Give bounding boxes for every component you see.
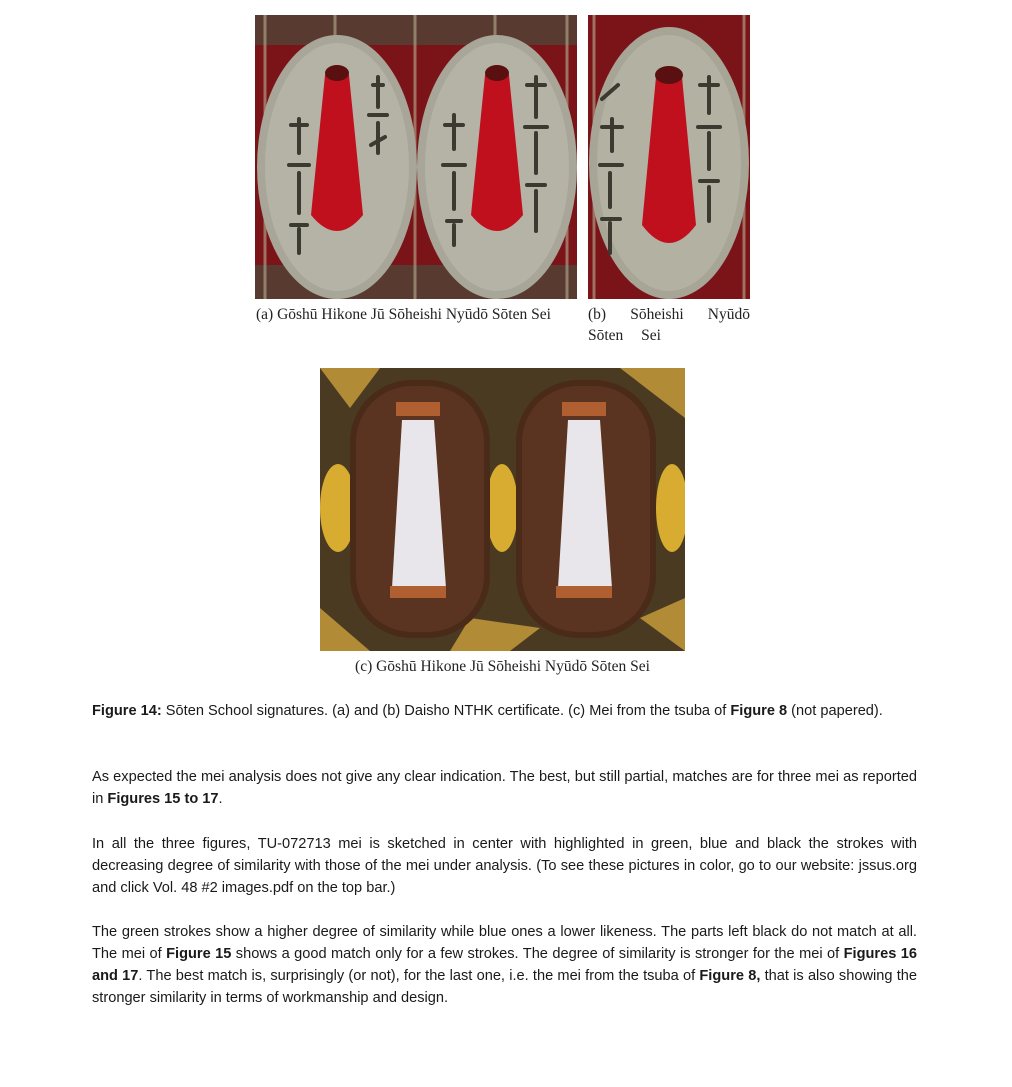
figure-8-ref: Figure 8	[730, 703, 788, 719]
figure-14-caption	[92, 700, 917, 722]
figure-14-text-1: Sōten School signatures. (a) and (b) Daisho NTHK certificate. (c) Mei from the tsuba of	[161, 703, 731, 719]
figure-c-photo	[320, 368, 685, 651]
paragraph-3-text-1: The green strokes show a higher degree of similarity while blue ones a lower likeness. The parts left black do not match at all. The mei of	[92, 924, 917, 962]
figure-a-photo	[255, 15, 577, 299]
paragraph-mei-analysis	[92, 766, 917, 810]
figure-14-label: Figure 14:	[92, 703, 162, 719]
paragraph-three-figures	[92, 833, 917, 899]
paragraph-2-text: In all the three figures, TU-072713 mei is sketched in center with highlighted in green, blue and black the strokes with decreasing degree of similarity with those of the mei under analysis. (To see these pictures in color, go to our website: jssus.org and click Vol. 48 #2 images.pdf on the top bar.)	[92, 836, 917, 896]
paragraph-3-text-2: shows a good match only for a few strokes. The degree of similarity is stronger for the mei of	[231, 946, 844, 962]
figure-14-text-2: (not papered).	[787, 703, 883, 719]
paragraph-3-text-4: that is also showing the stronger similarity in terms of workmanship and design.	[92, 968, 917, 1006]
paragraph-3-text-3: . The best match is, surprisingly (or not), for the last one, i.e. the mei from the tsuba of	[138, 968, 700, 984]
figure-b-photo	[588, 15, 750, 299]
paragraph-1-text-1: As expected the mei analysis does not give any clear indication. The best, but still partial, matches are for three mei as reported in	[92, 769, 917, 807]
figures-16-17-ref: Figures 16 and 17	[92, 946, 917, 984]
figure-8-ref-2: Figure 8,	[699, 968, 761, 984]
figure-15-ref: Figure 15	[166, 946, 232, 962]
paragraph-green-strokes	[92, 921, 917, 1009]
figure-a-caption: (a) Gōshū Hikone Jū Sōheishi Nyūdō Sōten Sei	[256, 306, 551, 323]
figure-b-caption: (b) Sōheishi Nyūdō Sōten Sei	[588, 306, 750, 344]
figure-c-caption: (c) Gōshū Hikone Jū Sōheishi Nyūdō Sōten Sei	[355, 658, 650, 675]
figures-15-17-ref: Figures 15 to 17	[107, 791, 219, 807]
paragraph-1-text-2: .	[218, 791, 223, 807]
